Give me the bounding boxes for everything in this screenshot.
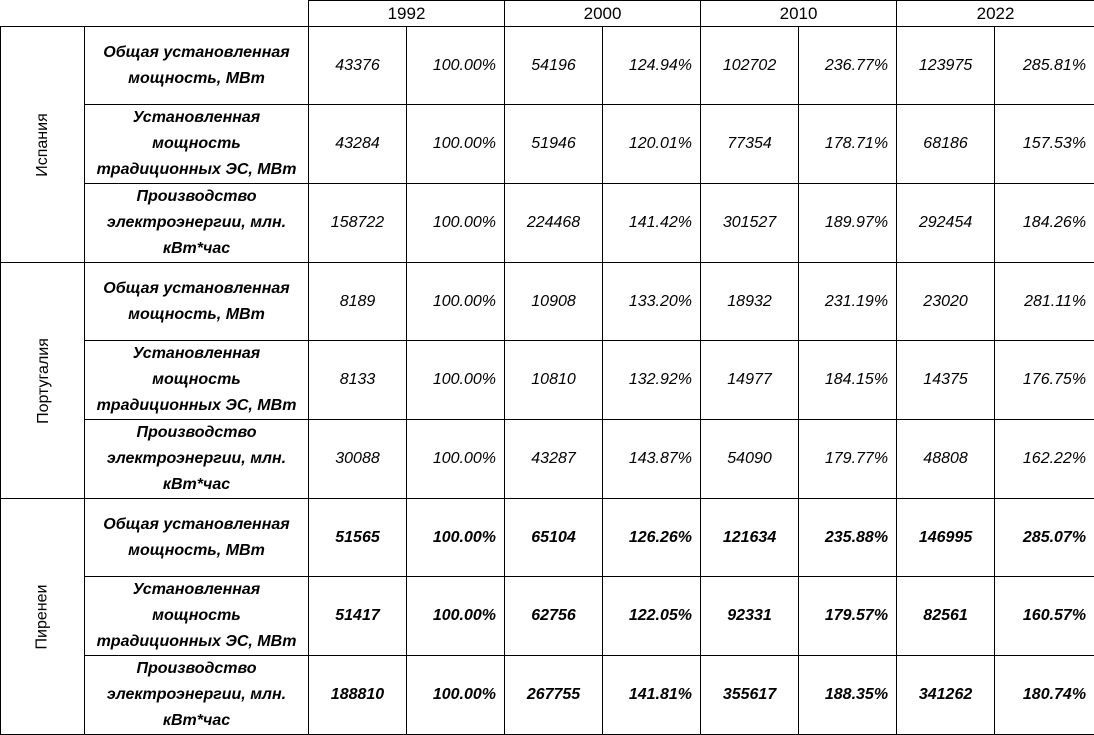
- percent-cell: 184.15%: [799, 341, 897, 420]
- country-cell: [1, 263, 85, 499]
- table-row: [1, 420, 1094, 499]
- value-cell: 77354: [701, 105, 799, 184]
- table-row: [1, 105, 1094, 184]
- table-row: [1, 577, 1094, 656]
- value-cell: 188810: [309, 656, 407, 735]
- percent-cell: 100.00%: [407, 341, 505, 420]
- metric-label: Общая установленная мощность, МВт: [85, 263, 309, 341]
- percent-cell: 179.57%: [799, 577, 897, 656]
- metric-label: Установленная мощность традиционных ЭС, МВт: [85, 105, 309, 184]
- value-cell: 18932: [701, 263, 799, 341]
- percent-cell: 179.77%: [799, 420, 897, 499]
- value-cell: 65104: [505, 499, 603, 577]
- value-cell: 146995: [897, 499, 995, 577]
- percent-cell: 189.97%: [799, 184, 897, 263]
- percent-cell: 100.00%: [407, 184, 505, 263]
- value-cell: 51565: [309, 499, 407, 577]
- value-cell: 224468: [505, 184, 603, 263]
- value-cell: 267755: [505, 656, 603, 735]
- percent-cell: 100.00%: [407, 27, 505, 105]
- percent-cell: 122.05%: [603, 577, 701, 656]
- percent-cell: 281.11%: [995, 263, 1094, 341]
- value-cell: 48808: [897, 420, 995, 499]
- percent-cell: 100.00%: [407, 656, 505, 735]
- metric-label: Общая установленная мощность, МВт: [85, 499, 309, 577]
- percent-cell: 100.00%: [407, 105, 505, 184]
- value-cell: 82561: [897, 577, 995, 656]
- value-cell: 10810: [505, 341, 603, 420]
- table-row: [1, 499, 1094, 577]
- table-row: [1, 656, 1094, 735]
- percent-cell: 141.81%: [603, 656, 701, 735]
- percent-cell: 285.81%: [995, 27, 1094, 105]
- percent-cell: 100.00%: [407, 263, 505, 341]
- metric-label: Общая установленная мощность, МВт: [85, 27, 309, 105]
- percent-cell: 160.57%: [995, 577, 1094, 656]
- value-cell: 121634: [701, 499, 799, 577]
- percent-cell: 100.00%: [407, 499, 505, 577]
- year-header: 2022: [897, 1, 1094, 27]
- country-label: Испания: [34, 113, 52, 177]
- value-cell: 341262: [897, 656, 995, 735]
- value-cell: 8133: [309, 341, 407, 420]
- table-row: [1, 27, 1094, 105]
- value-cell: 102702: [701, 27, 799, 105]
- percent-cell: 157.53%: [995, 105, 1094, 184]
- metric-label: Производство электроэнергии, млн. кВт*час: [85, 184, 309, 263]
- value-cell: 68186: [897, 105, 995, 184]
- country-label: Португалия: [35, 338, 53, 424]
- percent-cell: 132.92%: [603, 341, 701, 420]
- value-cell: 54090: [701, 420, 799, 499]
- metric-label: Установленная мощность традиционных ЭС, МВт: [85, 341, 309, 420]
- year-header: 2000: [505, 1, 701, 27]
- country-cell: [1, 499, 85, 735]
- header-row: [1, 1, 1094, 27]
- header-blank-cell: [1, 1, 309, 27]
- value-cell: 23020: [897, 263, 995, 341]
- percent-cell: 100.00%: [407, 577, 505, 656]
- percent-cell: 162.22%: [995, 420, 1094, 499]
- table-row: [1, 184, 1094, 263]
- percent-cell: 100.00%: [407, 420, 505, 499]
- percent-cell: 120.01%: [603, 105, 701, 184]
- value-cell: 62756: [505, 577, 603, 656]
- table-body: [1, 27, 1094, 735]
- percent-cell: 124.94%: [603, 27, 701, 105]
- percent-cell: 285.07%: [995, 499, 1094, 577]
- value-cell: 30088: [309, 420, 407, 499]
- year-header: 1992: [309, 1, 505, 27]
- value-cell: 43284: [309, 105, 407, 184]
- value-cell: 301527: [701, 184, 799, 263]
- metric-label: Установленная мощность традиционных ЭС, МВт: [85, 577, 309, 656]
- percent-cell: 235.88%: [799, 499, 897, 577]
- value-cell: 14977: [701, 341, 799, 420]
- percent-cell: 180.74%: [995, 656, 1094, 735]
- value-cell: 158722: [309, 184, 407, 263]
- value-cell: 8189: [309, 263, 407, 341]
- value-cell: 123975: [897, 27, 995, 105]
- country-cell: [1, 27, 85, 263]
- value-cell: 51417: [309, 577, 407, 656]
- value-cell: 51946: [505, 105, 603, 184]
- year-header: 2010: [701, 1, 897, 27]
- percent-cell: 133.20%: [603, 263, 701, 341]
- value-cell: 355617: [701, 656, 799, 735]
- percent-cell: 188.35%: [799, 656, 897, 735]
- percent-cell: 178.71%: [799, 105, 897, 184]
- value-cell: 54196: [505, 27, 603, 105]
- value-cell: 92331: [701, 577, 799, 656]
- percent-cell: 231.19%: [799, 263, 897, 341]
- value-cell: 43287: [505, 420, 603, 499]
- percent-cell: 126.26%: [603, 499, 701, 577]
- percent-cell: 141.42%: [603, 184, 701, 263]
- value-cell: 43376: [309, 27, 407, 105]
- percent-cell: 143.87%: [603, 420, 701, 499]
- metric-label: Производство электроэнергии, млн. кВт*час: [85, 656, 309, 735]
- country-label: Пиренеи: [34, 584, 52, 649]
- percent-cell: 176.75%: [995, 341, 1094, 420]
- value-cell: 14375: [897, 341, 995, 420]
- table-row: [1, 341, 1094, 420]
- percent-cell: 236.77%: [799, 27, 897, 105]
- value-cell: 292454: [897, 184, 995, 263]
- value-cell: 10908: [505, 263, 603, 341]
- metric-label: Производство электроэнергии, млн. кВт*час: [85, 420, 309, 499]
- table-row: [1, 263, 1094, 341]
- percent-cell: 184.26%: [995, 184, 1094, 263]
